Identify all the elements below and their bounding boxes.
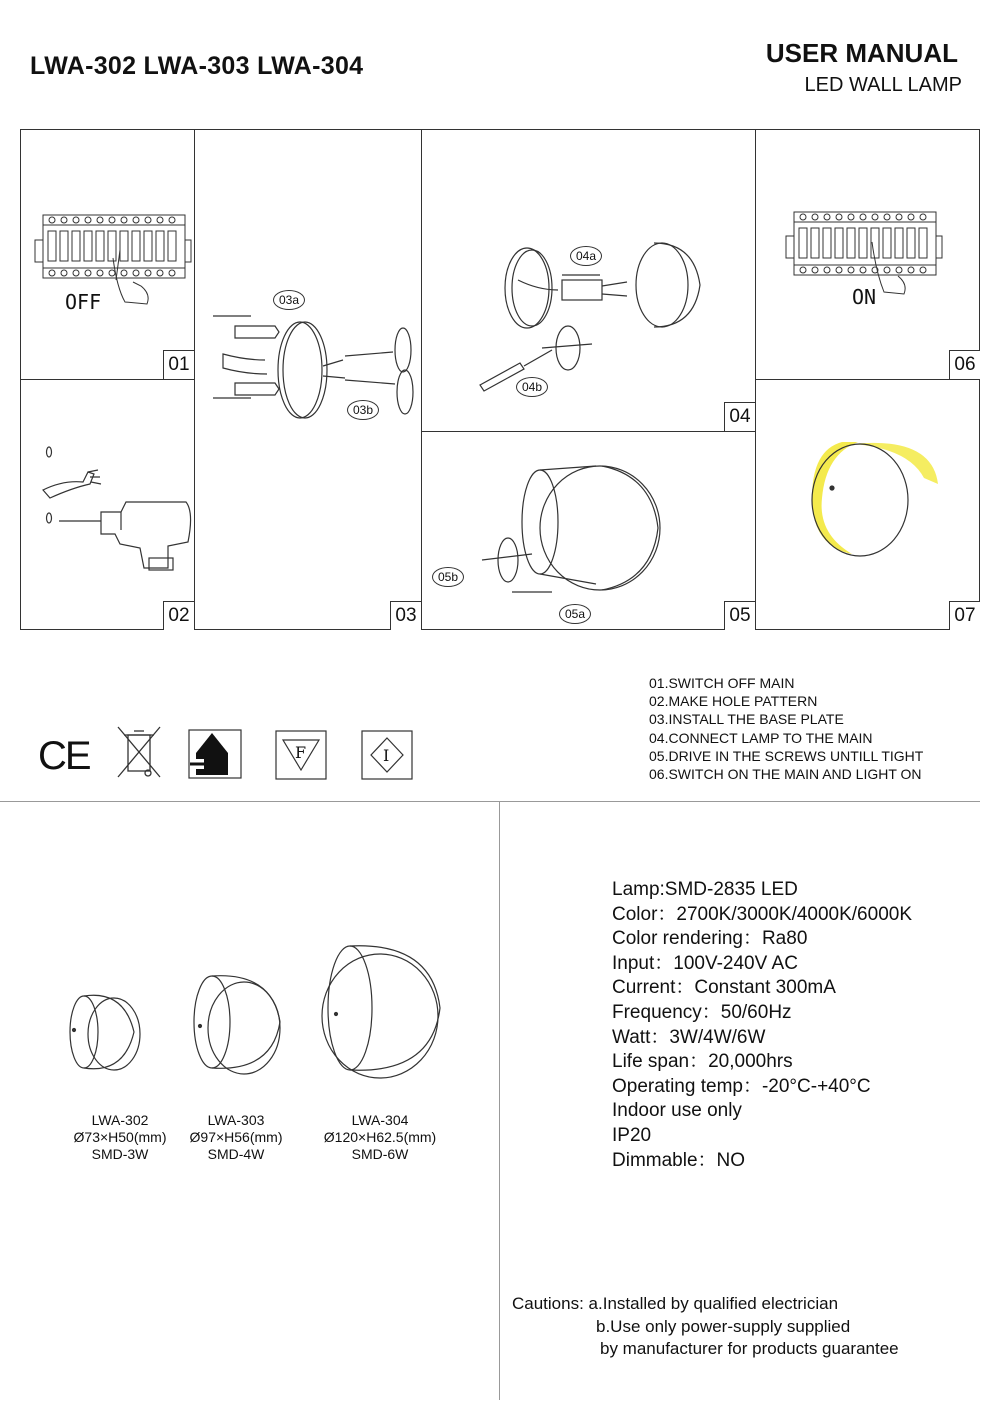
label-03a: 03a bbox=[273, 290, 305, 310]
models-title: LWA-302 LWA-303 LWA-304 bbox=[30, 52, 364, 80]
specifications-list bbox=[612, 878, 912, 1173]
ce-mark-icon: CE bbox=[38, 734, 90, 778]
manual-subtitle: LED WALL LAMP bbox=[804, 74, 962, 96]
panel-07 bbox=[756, 380, 980, 630]
base-plate-install-illustration bbox=[195, 130, 422, 630]
connect-wires-illustration bbox=[422, 130, 756, 432]
step-text: 05.DRIVE IN THE SCREWS UNTILL TIGHT bbox=[649, 747, 924, 764]
vertical-divider bbox=[499, 802, 500, 1400]
step-number-06: 06 bbox=[949, 350, 980, 379]
step-number-01: 01 bbox=[163, 350, 194, 379]
info-i-text: I bbox=[383, 746, 390, 765]
horizontal-divider bbox=[0, 801, 980, 802]
step-text: 02.MAKE HOLE PATTERN bbox=[649, 693, 818, 710]
switch-off-label: OFF bbox=[65, 290, 102, 314]
step-text: 03.INSTALL THE BASE PLATE bbox=[649, 711, 844, 728]
spec-input: Input：100V-240V AC bbox=[612, 952, 798, 974]
spec-color: Color：2700K/3000K/4000K/6000K bbox=[612, 903, 913, 925]
model-power: SMD-4W bbox=[207, 1146, 265, 1162]
step-text: 04.CONNECT LAMP TO THE MAIN bbox=[649, 729, 873, 746]
instruction-grid bbox=[20, 129, 980, 630]
model-caption-lwa-303 bbox=[176, 1112, 296, 1163]
model-name: LWA-303 bbox=[207, 1112, 265, 1128]
drill-illustration bbox=[21, 380, 195, 630]
spec-dimmable: Dimmable：NO bbox=[612, 1149, 746, 1171]
spec-operating-temp: Operating temp：-20°C-+40°C bbox=[612, 1075, 871, 1097]
step-number-02: 02 bbox=[163, 601, 194, 630]
manual-title: USER MANUAL bbox=[765, 38, 958, 68]
step-text: 06.SWITCH ON THE MAIN AND LIGHT ON bbox=[649, 766, 922, 783]
model-size: Ø97×H56(mm) bbox=[189, 1129, 283, 1145]
spec-life-span: Life span：20,000hrs bbox=[612, 1051, 793, 1073]
spec-frequency: Frequency：50/60Hz bbox=[612, 1001, 792, 1023]
label-05a: 05a bbox=[559, 604, 591, 624]
breaker-switch-off-illustration bbox=[21, 130, 195, 380]
model-power: SMD-3W bbox=[91, 1146, 149, 1162]
panel-03 bbox=[195, 130, 422, 630]
caution-line-1: Cautions: a.Installed by qualified electrician bbox=[512, 1294, 839, 1313]
model-caption-lwa-304 bbox=[310, 1112, 450, 1163]
model-name: LWA-304 bbox=[351, 1112, 409, 1128]
step-number-07: 07 bbox=[949, 601, 980, 630]
lamp-lit-illustration bbox=[756, 380, 980, 630]
panel-04 bbox=[422, 130, 756, 432]
spec-watt: Watt：3W/4W/6W bbox=[612, 1026, 766, 1048]
model-power: SMD-6W bbox=[351, 1146, 409, 1162]
step-number-03: 03 bbox=[390, 601, 421, 630]
panel-02 bbox=[21, 380, 195, 630]
panel-05 bbox=[422, 432, 756, 630]
spec-ip-rating: IP20 bbox=[612, 1124, 652, 1146]
label-03b: 03b bbox=[347, 400, 379, 420]
info-i-icon bbox=[361, 730, 413, 780]
f-mark-text: F bbox=[295, 743, 307, 762]
caution-line-3: by manufacturer for products guarantee bbox=[600, 1339, 899, 1358]
breaker-switch-on-illustration bbox=[756, 130, 980, 380]
step-number-04: 04 bbox=[724, 402, 755, 431]
spec-indoor: Indoor use only bbox=[612, 1100, 742, 1122]
step-number-05: 05 bbox=[724, 601, 755, 630]
label-05b: 05b bbox=[432, 567, 464, 587]
indoor-house-icon bbox=[188, 729, 242, 779]
model-name: LWA-302 bbox=[91, 1112, 149, 1128]
model-size: Ø73×H50(mm) bbox=[73, 1129, 167, 1145]
spec-current: Current：Constant 300mA bbox=[612, 977, 836, 999]
model-caption-lwa-302 bbox=[60, 1112, 180, 1163]
steps-list bbox=[649, 674, 923, 783]
label-04b: 04b bbox=[516, 377, 548, 397]
weee-bin-icon bbox=[118, 725, 162, 781]
panel-06 bbox=[756, 130, 980, 380]
f-mark-icon bbox=[275, 730, 327, 780]
panel-01 bbox=[21, 130, 195, 380]
tighten-screws-illustration bbox=[422, 432, 756, 630]
cautions bbox=[512, 1293, 899, 1361]
step-text: 01.SWITCH OFF MAIN bbox=[649, 675, 795, 691]
switch-on-label: ON bbox=[852, 285, 877, 309]
caution-line-2: b.Use only power-supply supplied bbox=[596, 1316, 851, 1336]
models-illustration bbox=[60, 960, 460, 1110]
spec-color-rendering: Color rendering：Ra80 bbox=[612, 928, 808, 950]
label-04a: 04a bbox=[570, 246, 602, 266]
spec-lamp: Lamp:SMD-2835 LED bbox=[612, 879, 798, 900]
model-size: Ø120×H62.5(mm) bbox=[323, 1129, 437, 1145]
